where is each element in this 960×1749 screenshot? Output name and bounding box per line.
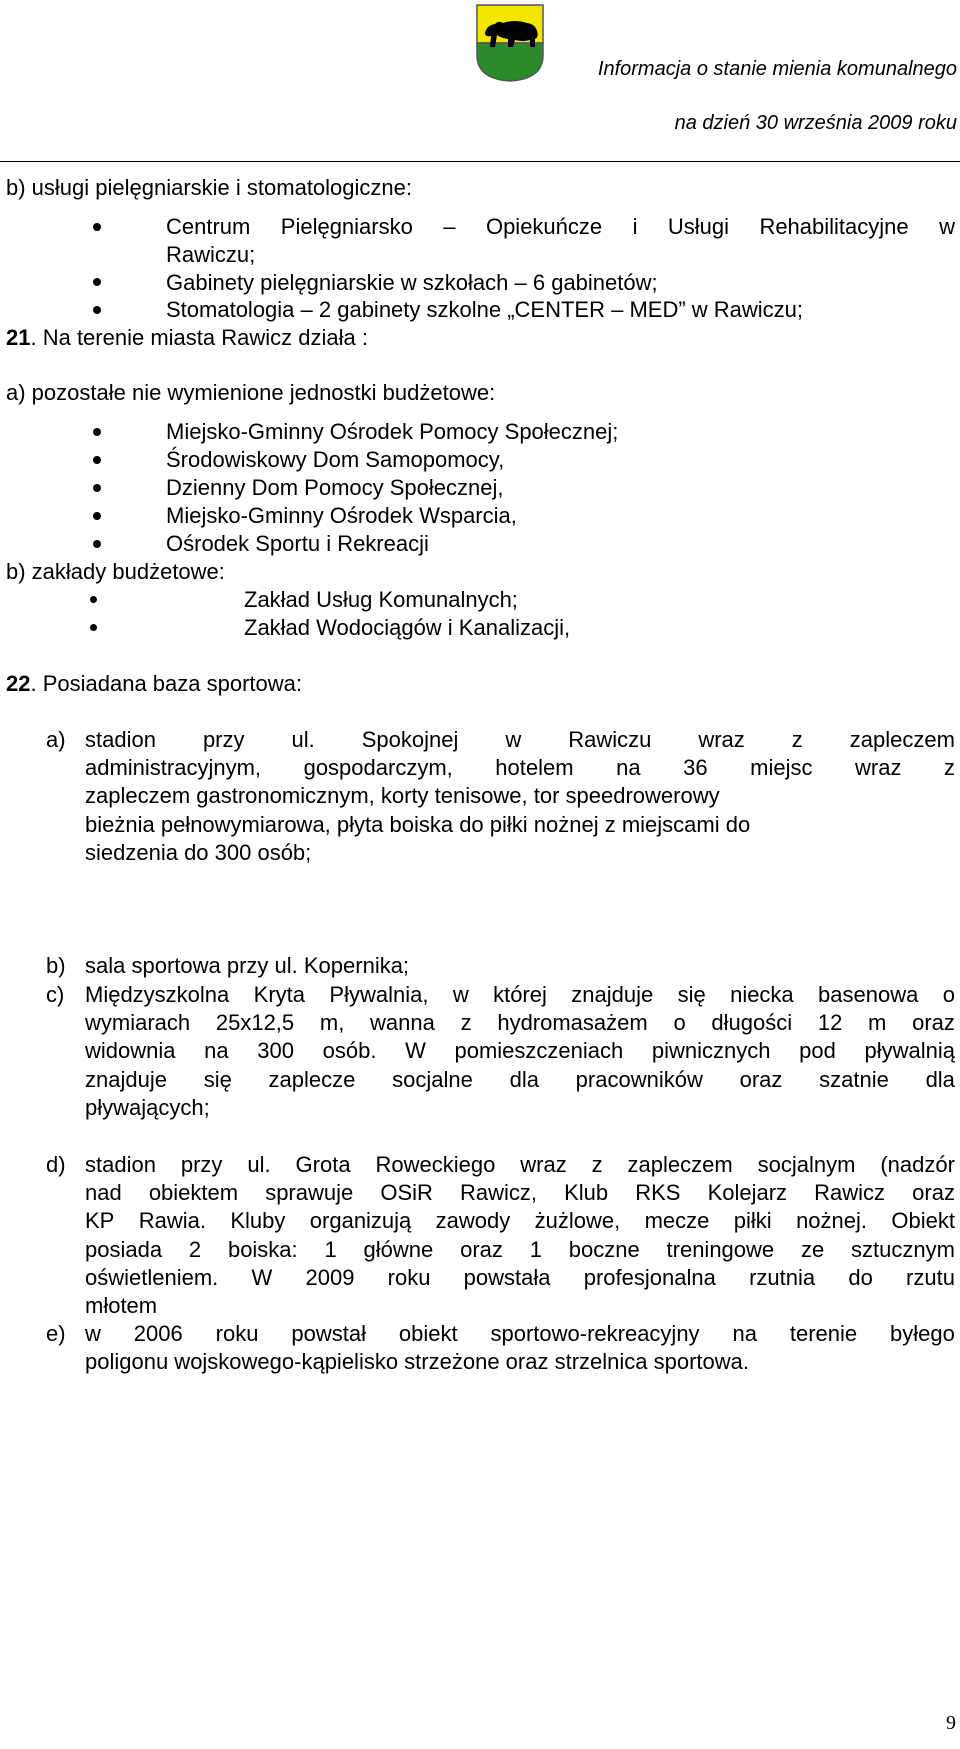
word: basenowa (818, 982, 919, 1007)
word: wraz (855, 755, 902, 781)
word: w (505, 727, 522, 752)
word: nad (85, 1180, 122, 1206)
word: ze (800, 1236, 825, 1262)
word: piłki (733, 1208, 772, 1234)
word: w (452, 982, 469, 1007)
word: 2 (188, 1236, 202, 1262)
nursing-item-1 (166, 214, 955, 240)
word: posiada (85, 1236, 163, 1262)
section-22-number: 22 (6, 671, 31, 696)
list-marker-a: a) (46, 727, 66, 752)
facility-e-line: poligonu wojskowego-kąpielisko strzeżone oraz strzelnica sportowa. (85, 1349, 749, 1375)
facility-d-line (85, 1208, 955, 1234)
word: 1 (529, 1236, 542, 1262)
word: się (677, 982, 706, 1007)
section-22-heading: 22. Posiadana baza sportowa: (6, 671, 302, 696)
section-21-heading: 21. Na terenie miasta Rawicz działa : (6, 325, 368, 350)
word: długości (711, 1010, 793, 1036)
word: której (493, 982, 547, 1007)
facility-d-line (85, 1265, 955, 1291)
facility-a-line: zapleczem gastronomicznym, korty tenisowe, tor speedrowerowy (85, 783, 720, 809)
word: Usługi (667, 214, 730, 239)
word: obiekt (398, 1321, 458, 1346)
word: Kryta (253, 982, 306, 1007)
word: dla (509, 1066, 539, 1092)
facility-c-line (85, 1010, 955, 1036)
bullet-icon (93, 306, 101, 314)
word: na (616, 755, 641, 781)
facility-d-line (85, 1237, 955, 1263)
bullet-icon (93, 540, 101, 548)
list-marker-d: d) (46, 1152, 66, 1177)
bullet-icon (93, 278, 101, 286)
word: roku (387, 1264, 431, 1290)
list-marker-b: b) (46, 953, 66, 978)
bullet-icon (93, 456, 101, 464)
section-21-a-item: Środowiskowy Dom Samopomocy, (166, 447, 505, 472)
section-21-a-heading: a) pozostałe nie wymienione jednostki budżetowe: (6, 380, 496, 405)
nursing-item-3: Stomatologia – 2 gabinety szkolne „CENTER – MED” w Rawiczu; (166, 297, 804, 322)
list-marker-e: e) (46, 1321, 66, 1346)
word: Kolejarz (707, 1180, 788, 1206)
word: główne (363, 1236, 434, 1262)
facility-c-line (85, 1038, 955, 1064)
facility-a-line (85, 755, 955, 781)
section-21-a-item: Miejsko-Gminny Ośrodek Wsparcia, (166, 503, 517, 528)
word: Pielęgniarsko (280, 214, 413, 239)
word: ul. (291, 727, 315, 752)
word: sprawuje (265, 1180, 354, 1206)
header-divider (0, 161, 960, 162)
word: stadion (85, 1152, 156, 1177)
word: RKS (635, 1180, 681, 1206)
word: pod (799, 1038, 836, 1064)
word: Obiekt (891, 1208, 955, 1234)
word: treningowe (666, 1236, 775, 1262)
word: wanna (370, 1010, 435, 1036)
word: Pływalnia, (329, 982, 429, 1007)
word: Centrum (166, 214, 251, 239)
word: (nadzór (880, 1152, 955, 1177)
word: socjalnym (757, 1152, 856, 1177)
word: powstała (463, 1264, 551, 1290)
word: zaplecze (268, 1066, 356, 1092)
word: 25x12,5 (215, 1010, 295, 1036)
word: z (944, 755, 955, 781)
word: w (939, 214, 955, 239)
word: pomieszczeniach (454, 1038, 624, 1064)
section-21-b-item: Zakład Wodociągów i Kanalizacji, (244, 615, 571, 640)
word: powstał (291, 1321, 366, 1346)
word: z (791, 727, 803, 752)
bullet-icon (90, 596, 97, 603)
word: niecka (730, 982, 794, 1007)
word: Międzyszkolna (85, 982, 230, 1007)
word: oraz (912, 1010, 955, 1036)
word: widownia (85, 1038, 176, 1064)
nursing-item-2: Gabinety pielęgniarskie w szkołach – 6 gabinetów; (166, 270, 658, 295)
bullet-icon (93, 512, 101, 520)
word: pracowników (575, 1066, 703, 1092)
word: m, (319, 1010, 345, 1036)
word: oświetleniem. (85, 1264, 219, 1290)
word: zapleczem (627, 1152, 733, 1177)
word: Spokojnej (361, 727, 459, 752)
section-21-a-item: Ośrodek Sportu i Rekreacji (166, 531, 429, 556)
word: socjalne (392, 1066, 473, 1092)
word: dla (925, 1066, 955, 1092)
word: zawody (435, 1208, 511, 1234)
word: się (203, 1066, 232, 1092)
bullet-icon (93, 223, 101, 231)
word: nożnej. (796, 1208, 868, 1234)
word: ul. (247, 1152, 271, 1177)
word: oraz (912, 1180, 955, 1206)
list-marker-c: c) (46, 982, 65, 1007)
word: w (85, 1321, 101, 1346)
word: oraz (739, 1066, 783, 1092)
word: boiska: (227, 1236, 298, 1262)
word: znajduje (85, 1066, 167, 1092)
word: do (848, 1264, 873, 1290)
word: o (942, 982, 955, 1007)
word: – (443, 214, 456, 239)
facility-e-line (85, 1321, 955, 1347)
section-21-a-item: Dzienny Dom Pomocy Społecznej, (166, 475, 504, 500)
word: Rawia. (138, 1208, 206, 1234)
word: rzutnia (749, 1264, 816, 1290)
word: i (632, 214, 638, 239)
word: Rehabilitacyjne (759, 214, 909, 239)
word: byłego (890, 1321, 955, 1346)
word: sztucznym (851, 1236, 955, 1262)
word: przy (202, 727, 245, 752)
nursing-heading: b) usługi pielęgniarskie i stomatologiczne: (6, 175, 412, 200)
word: OSiR (380, 1180, 433, 1206)
word: terenie (789, 1321, 858, 1346)
section-21-a-item: Miejsko-Gminny Ośrodek Pomocy Społecznej; (166, 419, 619, 444)
word: administracyjnym, (85, 755, 262, 781)
facility-a-line (85, 727, 955, 753)
word: roku (215, 1321, 259, 1346)
word: szatnie (819, 1066, 889, 1092)
facility-d-line (85, 1152, 955, 1178)
bullet-icon (90, 624, 97, 631)
word: miejsc (750, 755, 813, 781)
word: na (204, 1038, 229, 1064)
word: z (591, 1152, 603, 1177)
facility-c-line: pływających; (85, 1094, 210, 1120)
word: 1 (324, 1236, 337, 1262)
word: KP (85, 1208, 115, 1234)
section-21-number: 21 (6, 325, 31, 350)
word: wraz (520, 1152, 567, 1177)
word: na (732, 1321, 757, 1346)
word: stadion (85, 727, 156, 752)
facility-b-line: sala sportowa przy ul. Kopernika; (85, 953, 410, 978)
word: Roweckiego (375, 1152, 496, 1177)
word: W (405, 1038, 426, 1064)
word: obiektem (148, 1180, 239, 1206)
word: piwnicznych (651, 1038, 771, 1064)
word: m (868, 1010, 887, 1036)
word: żużlowe, (534, 1208, 621, 1234)
page-number: 9 (946, 1712, 956, 1734)
word: profesjonalna (583, 1264, 716, 1290)
word: wymiarach (85, 1010, 191, 1036)
section-21-b-heading: b) zakłady budżetowe: (6, 559, 225, 584)
word: 2009 (305, 1264, 355, 1290)
word: zapleczem (849, 727, 955, 752)
facility-c-line (85, 1067, 955, 1093)
bullet-icon (93, 484, 101, 492)
word: Opiekuńcze (485, 214, 603, 239)
word: znajduje (571, 982, 654, 1007)
word: 300 (257, 1038, 294, 1064)
word: osób. (322, 1038, 377, 1064)
facility-c-line (85, 982, 955, 1008)
bullet-icon (93, 428, 101, 436)
word: wraz (698, 727, 745, 752)
facility-d-line (85, 1180, 955, 1206)
town-crest-logo (475, 3, 545, 83)
word: z (460, 1010, 472, 1036)
word: sportowo-rekreacyjny (490, 1321, 700, 1346)
word: hotelem (495, 755, 574, 781)
word: o (673, 1010, 686, 1036)
word: gospodarczym, (303, 755, 453, 781)
facility-d-line: młotem (85, 1293, 158, 1318)
word: hydromasażem (497, 1010, 648, 1036)
word: Klub (564, 1180, 609, 1206)
word: Rawicz (814, 1180, 886, 1206)
word: 2006 (133, 1321, 183, 1346)
word: organizują (309, 1208, 412, 1234)
word: Kluby (230, 1208, 286, 1234)
word: W (251, 1264, 273, 1290)
document-title: Informacja o stanie mienia komunalnego (597, 58, 957, 80)
word: Rawiczu (568, 727, 652, 752)
word: Rawicz, (459, 1180, 537, 1206)
word: oraz (460, 1236, 503, 1262)
nursing-item-1-cont: Rawiczu; (166, 242, 256, 267)
word: 12 (817, 1010, 843, 1036)
word: przy (180, 1152, 223, 1177)
word: 36 (683, 755, 708, 781)
section-21-b-item: Zakład Usług Komunalnych; (244, 587, 518, 612)
facility-a-line: siedzenia do 300 osób; (85, 839, 312, 865)
word: mecze (644, 1208, 710, 1234)
document-date: na dzień 30 września 2009 roku (674, 112, 957, 134)
facility-a-line: bieżnia pełnowymiarowa, płyta boiska do piłki nożnej z miejscami do (85, 811, 751, 837)
word: rzutu (906, 1264, 955, 1290)
word: boczne (568, 1236, 640, 1262)
word: Grota (295, 1152, 351, 1177)
word: pływalnią (864, 1038, 955, 1064)
